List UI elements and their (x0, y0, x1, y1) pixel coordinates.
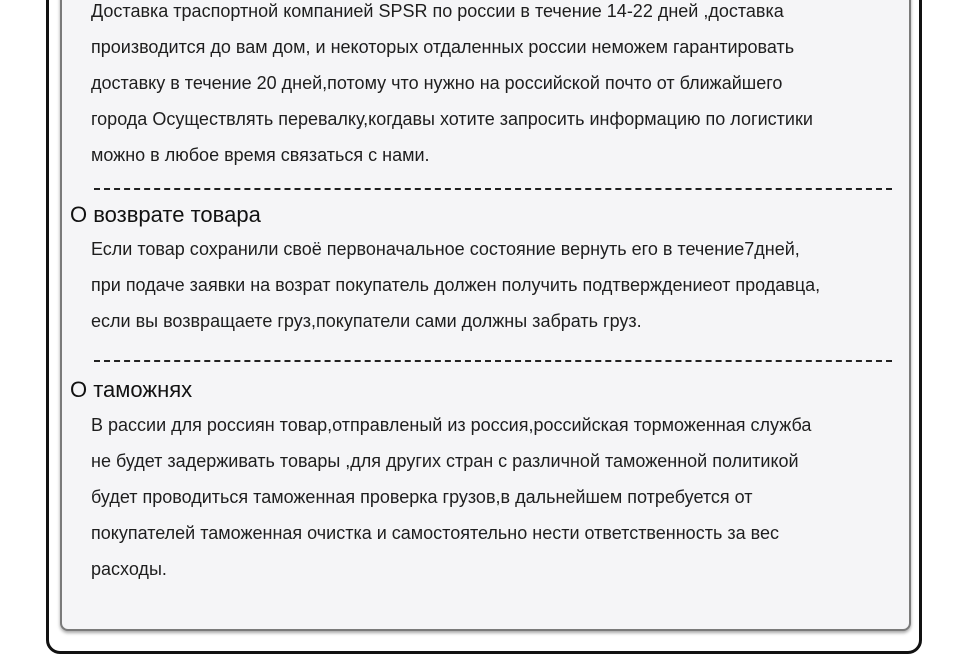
customs-line: В рассии для россиян товар,отправленый из россия,российская торможенная служба (91, 415, 812, 435)
delivery-line: города Осуществлять перевалку,когдавы хотите запросить информацию по логистики (91, 109, 813, 129)
returns-line: при подаче заявки на возрат покупатель должен получить подтверждениеот продавца, (91, 275, 821, 295)
customs-line: не будет задерживать товары ,для других стран с различной таможенной политикой (91, 451, 799, 471)
delivery-line: доставку в течение 20 дней,потому что нужно на российской почто от ближайшего (91, 73, 783, 93)
section-divider (94, 360, 892, 362)
returns-heading: О возврате товара (70, 202, 261, 227)
customs-heading: О таможнях (70, 377, 193, 402)
delivery-line: производится до вам дом, и некоторых отдаленных россии неможем гарантировать (91, 37, 795, 57)
customs-line: расходы. (91, 559, 167, 579)
delivery-line: Доставка траспортной компанией SPSR по россии в течение 14-22 дней ,доставка (91, 1, 784, 21)
customs-line: покупателей таможенная очистка и самостоятельно нести ответственность за вес (91, 523, 779, 543)
delivery-line: можно в любое время связаться с нами. (91, 145, 430, 165)
returns-line: если вы возвращаете груз,покупатели сами должны забрать груз. (91, 311, 642, 331)
returns-line: Если товар сохранили своё первоначальное состояние вернуть его в течение7дней, (91, 239, 800, 259)
customs-line: будет проводиться таможенная проверка грузов,в дальнейшем потребуется от (91, 487, 753, 507)
section-divider (94, 188, 892, 190)
